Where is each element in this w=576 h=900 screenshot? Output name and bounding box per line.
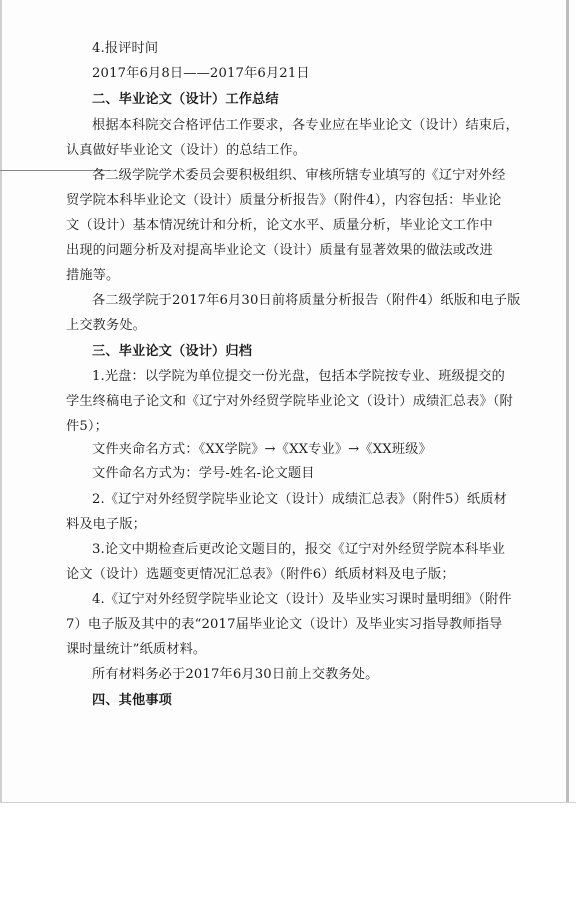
paragraph-line: 文（设计）基本情况统计和分析，论文水平、质量分析，毕业论文工作中	[66, 218, 493, 233]
folder-naming-rule: 文件夹命名方式：《XX学院》→《XX专业》→《XX班级》	[92, 442, 432, 457]
paragraph-line: 所有材料务必于2017年6月30日前上交教务处。	[92, 667, 379, 682]
paragraph-line: 各二级学院于2017年6月30日前将质量分析报告（附件4）纸版和电子版	[92, 293, 521, 308]
paragraph-line: 论文（设计）选题变更情况汇总表》（附件6）纸质材料及电子版；	[66, 567, 455, 582]
scan-edge-left	[0, 0, 2, 802]
paragraph-line: 学生终稿电子论文和《辽宁对外经贸学院毕业论文（设计）成绩汇总表》（附	[66, 394, 513, 409]
paragraph-line: 4.《辽宁对外经贸学院毕业论文（设计）及毕业实习课时量明细》（附件	[92, 592, 512, 607]
paragraph-line: 认真做好毕业论文（设计）的总结工作。	[66, 143, 307, 158]
paragraph-line: 出现的问题分析及对提高毕业论文（设计）质量有显著效果的做法或改进	[66, 243, 493, 258]
review-date-range: 2017年6月8日——2017年6月21日	[92, 66, 310, 81]
file-naming-rule: 文件命名方式为：学号-姓名-论文题目	[92, 466, 315, 481]
paragraph-line: 3.论文中期检查后更改论文题目的，报交《辽宁对外经贸学院本科毕业	[92, 542, 506, 557]
paragraph-line: 料及电子版；	[66, 517, 147, 532]
item-review-time: 4.报评时间	[92, 41, 159, 56]
section-heading-2: 二、毕业论文（设计）工作总结	[92, 92, 279, 107]
paragraph-line: 7）电子版及其中的表“2017届毕业论文（设计）及毕业实习指导教师指导	[66, 617, 503, 632]
paragraph-line: 课时量统计”纸质材料。	[66, 642, 207, 657]
paragraph-line: 各二级学院学术委员会要积极组织、审核所辖专业填写的《辽宁对外经	[92, 168, 506, 183]
paragraph-line: 根据本科院交合格评估工作要求，各专业应在毕业论文（设计）结束后，	[92, 118, 519, 133]
paragraph-line: 上交教务处。	[66, 318, 147, 333]
paragraph-line: 措施等。	[66, 268, 120, 283]
paragraph-line: 贸学院本科毕业论文（设计）质量分析报告》（附件4），内容包括：毕业论	[66, 193, 502, 208]
section-heading-3: 三、毕业论文（设计）归档	[92, 344, 253, 359]
section-heading-4: 四、其他事项	[92, 693, 173, 708]
paragraph-line: 1.光盘：以学院为单位提交一份光盘，包括本学院按专业、班级提交的	[92, 369, 506, 384]
scan-edge-right	[566, 0, 569, 802]
paragraph-line: 2.《辽宁对外经贸学院毕业论文（设计）成绩汇总表》（附件5）纸质材	[92, 492, 507, 507]
paragraph-line: 件5）；	[66, 419, 108, 434]
